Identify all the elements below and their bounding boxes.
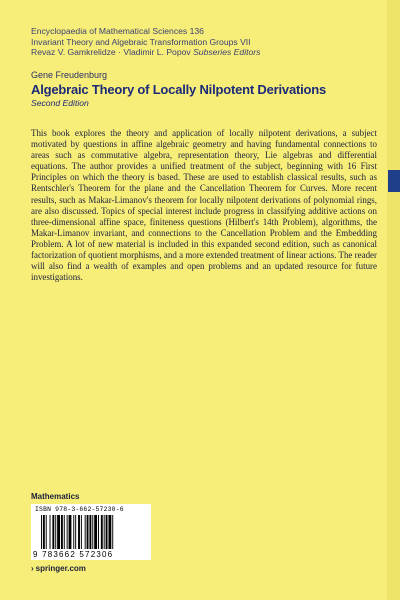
author-name: Gene Freudenburg: [31, 70, 108, 80]
barcode-bar: [87, 515, 89, 549]
barcode-bar: [64, 515, 65, 549]
editor-role: Subseries Editors: [193, 47, 261, 58]
barcode-bar: [85, 515, 86, 549]
editor-names: Revaz V. Gamkrelidze · Vladimir L. Popov: [31, 47, 191, 58]
barcode-bar: [43, 515, 45, 549]
barcode-bar: [75, 515, 76, 549]
book-description: This book explores the theory and application of locally nilpotent derivations, a subject motivated by questions in affine algebraic geometry and having fundamental connections to areas such as commutative algebra, representation theory, Lie algebras and differential equations. The author provides a unified treatment of the subject, beginning with 16 First Principles on which the theory is based. These are used to establish classical results, such as Rentschler's Theorem for the plane and the Cancellation Theorem for Curves. More recent results, such as Makar-Limanov's theorem for locally nilpotent derivations of polynomial rings, are also discussed. Topics of special interest include progress in classifying additive actions on three-dimensional affine space, finiteness questions (Hilbert's 14th Problem), algorithms, the Makar-Limanov invariant, and connections to the Cancellation Problem and the Embedding Problem. A lot of new material is included in this expanded second edition, such as canonical factorization of quotient morphisms, and a more extended treatment of linear actions. The reader will also find a wealth of examples and open problems and an updated resource for future investigations.: [31, 128, 377, 283]
isbn-label: ISBN 978-3-662-57230-6: [35, 506, 124, 513]
barcode-bar: [69, 515, 72, 549]
barcode-bars: [41, 515, 141, 549]
spine-color-mark: [388, 170, 400, 192]
barcode-bar: [94, 515, 97, 549]
publisher-link[interactable]: [31, 564, 86, 573]
arrow-icon: ›: [31, 564, 34, 573]
barcode-bar: [106, 515, 108, 549]
barcode-bar: [89, 515, 91, 549]
barcode-bar: [78, 515, 80, 549]
barcode-bar: [50, 515, 51, 549]
subseries-title: Invariant Theory and Algebraic Transformation Groups VII: [31, 36, 251, 47]
barcode: [31, 504, 151, 560]
edition-label: Second Edition: [31, 98, 89, 108]
barcode-bar: [73, 515, 74, 549]
subseries-editors: [31, 47, 381, 58]
barcode-bar: [98, 515, 99, 549]
barcode-bar: [81, 515, 82, 549]
barcode-bar: [104, 515, 105, 549]
barcode-bar: [101, 515, 103, 549]
barcode-bar: [112, 515, 113, 549]
series-title: Encyclopaedia of Mathematical Sciences 136: [31, 26, 204, 36]
barcode-bar: [57, 515, 60, 549]
publisher-url: springer.com: [35, 564, 86, 573]
barcode-bar: [108, 515, 111, 549]
barcode-bar: [92, 515, 93, 549]
ean-digits: 9 783662 572306: [33, 550, 114, 559]
barcode-bar: [41, 515, 42, 549]
subject-category: Mathematics: [31, 492, 80, 501]
barcode-bar: [61, 515, 63, 549]
series-info: [31, 26, 381, 58]
barcode-bar: [67, 515, 68, 549]
book-title: Algebraic Theory of Locally Nilpotent Derivations: [31, 82, 327, 97]
barcode-bar: [46, 515, 47, 549]
barcode-bar: [52, 515, 54, 549]
barcode-bar: [55, 515, 56, 549]
